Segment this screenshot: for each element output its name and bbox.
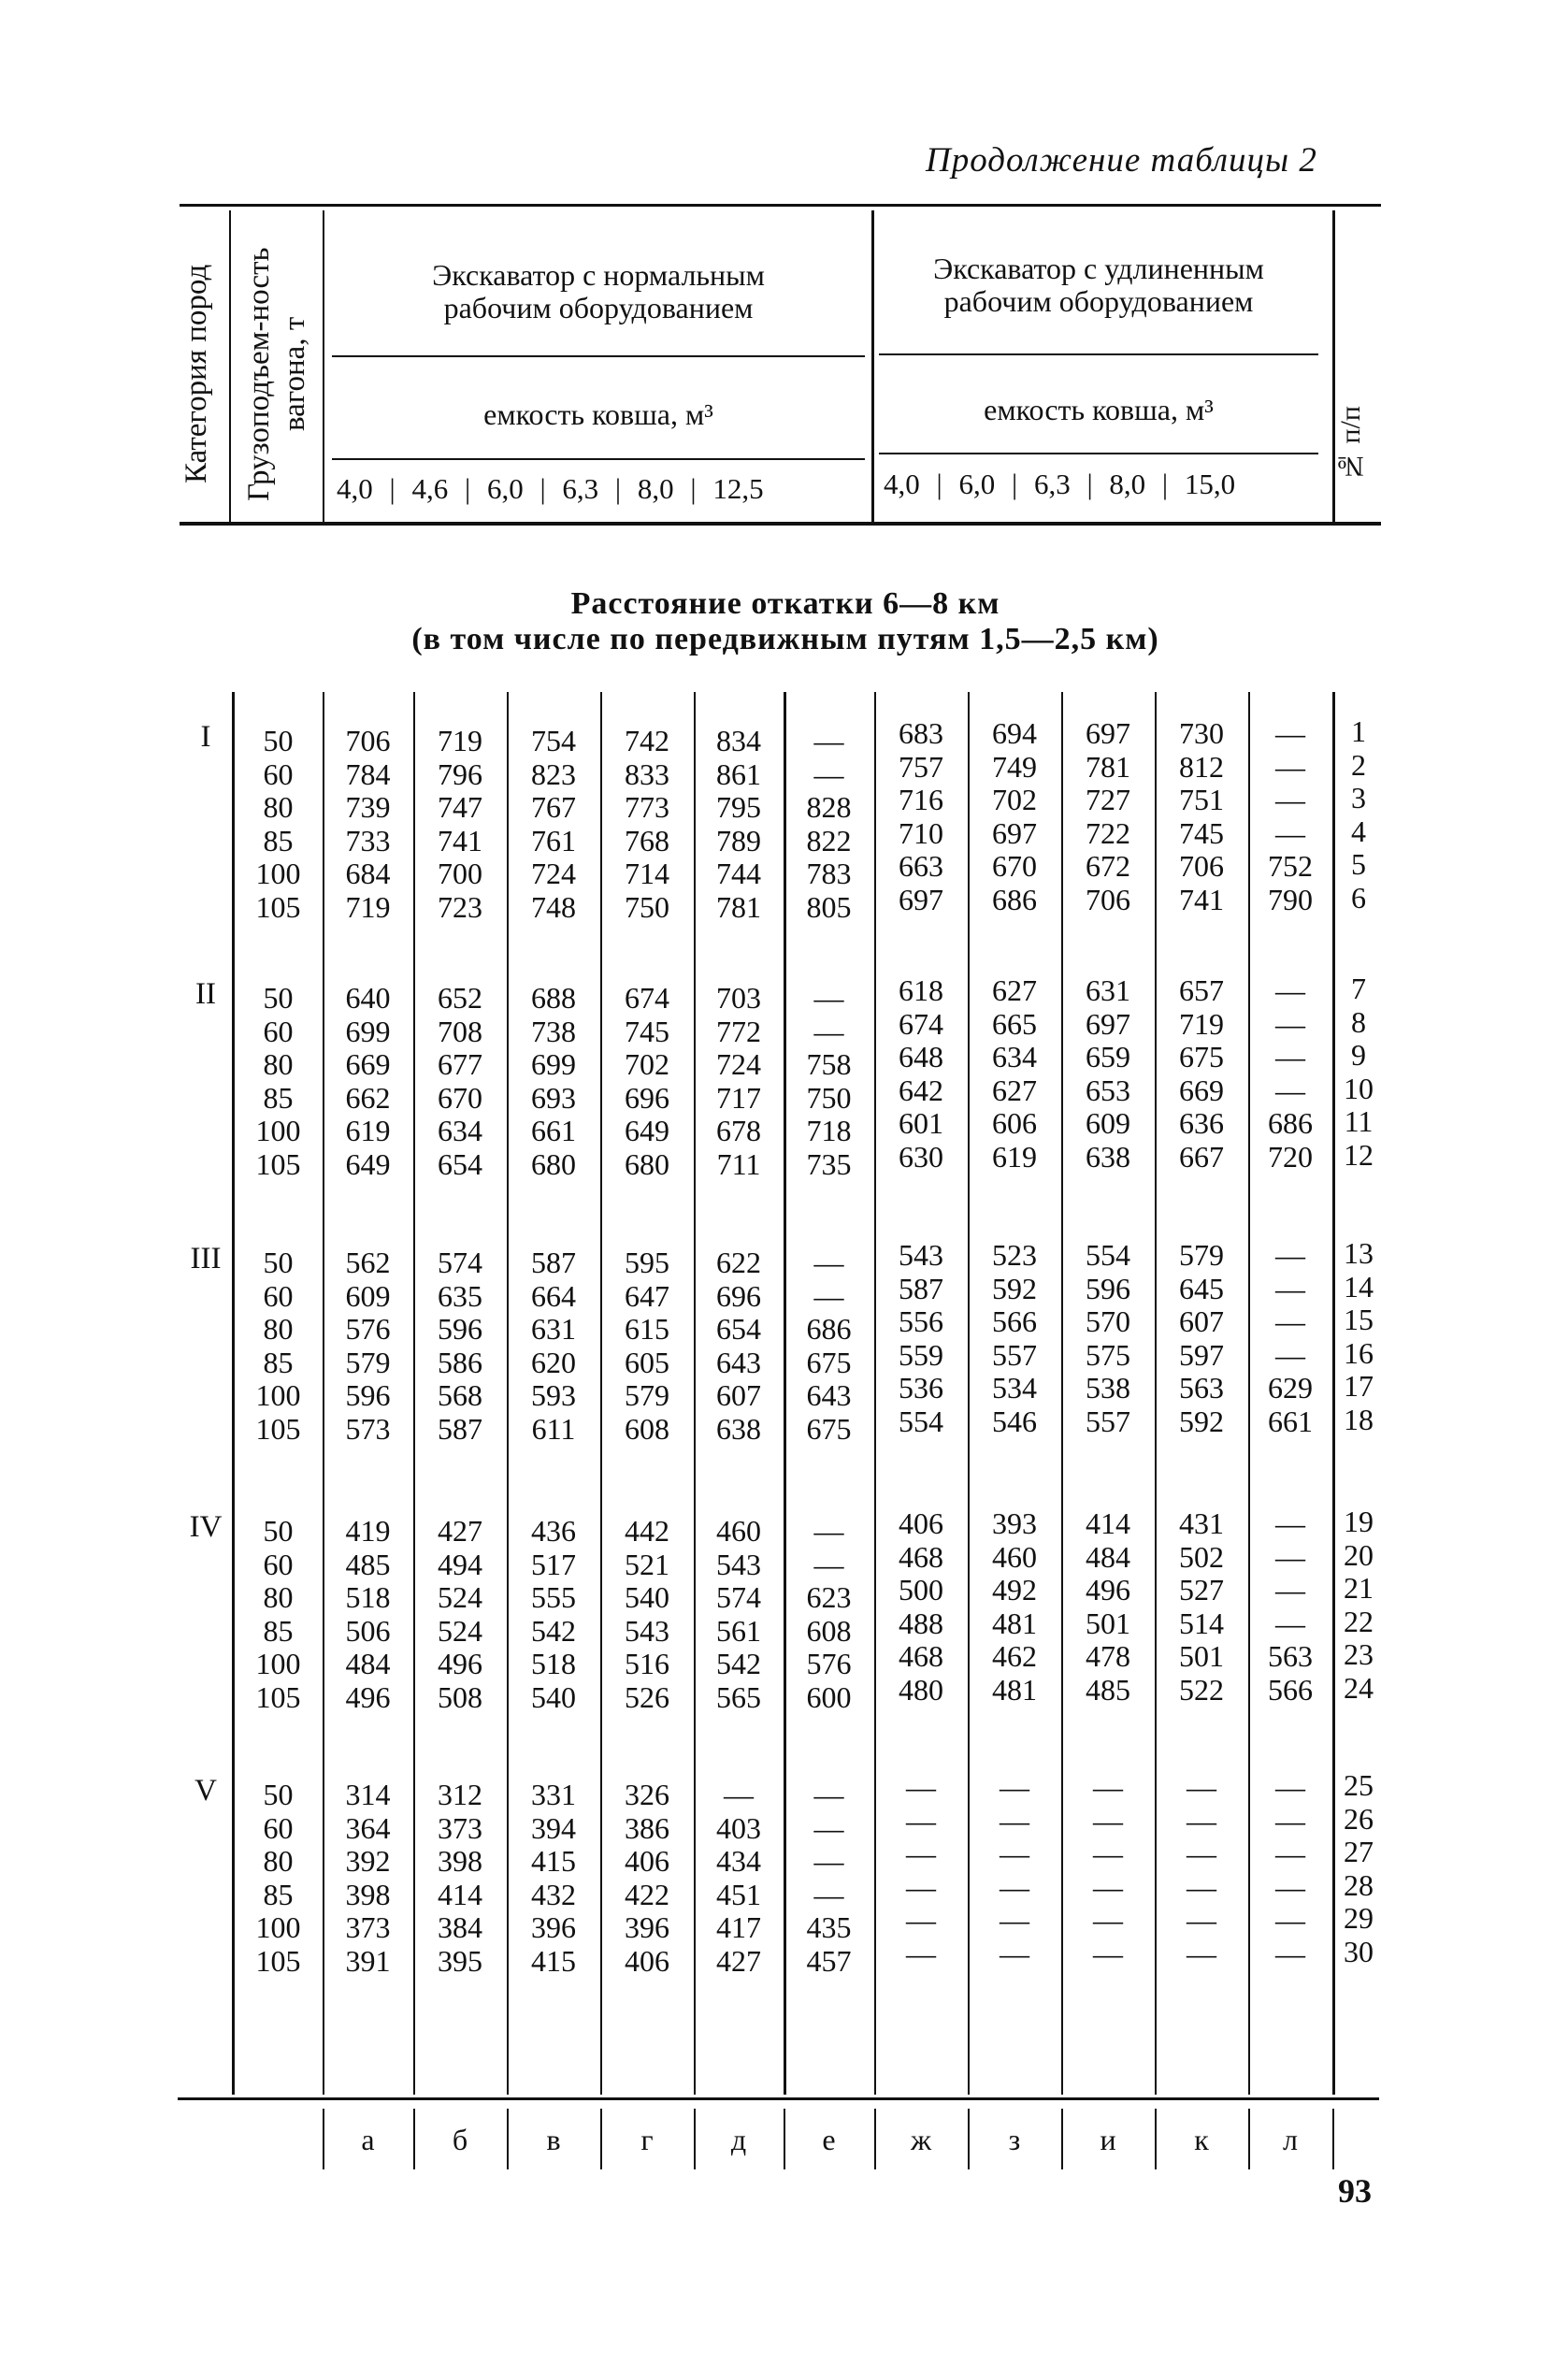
row-number-column: 13 14 15 16 17 18 (1344, 1236, 1374, 1436)
value-column-k: 657 719 675 669 636 667 (1179, 973, 1224, 1174)
value-column-e: — — 758 750 718 735 (806, 981, 852, 1181)
cap-ext-4: 8,0 (1109, 468, 1146, 500)
wagon-capacity-column: 50 60 80 85 100 105 (255, 1514, 301, 1714)
row-number-column: 19 20 21 22 23 24 (1344, 1505, 1374, 1705)
page-number: 93 (1338, 2172, 1372, 2210)
value-column-k: — — — — — — (1187, 1770, 1216, 1970)
extended-capacities-row: 4,0 | 6,0 | 6,3 | 8,0 | 15,0 (884, 468, 1236, 500)
column-letter: д (730, 2123, 747, 2156)
value-column-e: — — 623 608 576 600 (806, 1514, 852, 1714)
value-column-v: 436 517 555 542 518 540 (531, 1514, 576, 1714)
value-column-l: — — — — — — (1275, 1770, 1305, 1970)
footer-column-rule (323, 2109, 324, 2169)
header-ext-caprule (879, 453, 1318, 454)
value-column-v: 587 664 631 620 593 611 (531, 1246, 576, 1446)
footer-column-rule (1155, 2109, 1157, 2169)
header-divider-1 (229, 210, 231, 522)
value-column-e: — — — — 435 457 (806, 1778, 852, 1978)
value-column-l: — — — — 563 566 (1268, 1506, 1313, 1707)
cap-normal-5: 8,0 (637, 472, 674, 505)
column-letter: к (1194, 2123, 1209, 2156)
value-column-z: — — — — — — (1000, 1770, 1029, 1970)
value-column-z: 523 592 566 557 534 546 (992, 1238, 1037, 1438)
value-column-k: 579 645 607 597 563 592 (1179, 1238, 1224, 1438)
footer-column-rule (874, 2109, 876, 2169)
value-column-e: — — 828 822 783 805 (806, 724, 852, 924)
value-column-l: — — — — 686 720 (1268, 973, 1313, 1174)
value-column-i: — — — — — — (1093, 1770, 1123, 1970)
normal-bucket-label: емкость ковша, м³ (483, 397, 713, 431)
wagon-capacity-column: 50 60 80 85 100 105 (255, 1778, 301, 1978)
cap-ext-2: 6,0 (958, 468, 996, 500)
value-column-v: 754 823 767 761 724 748 (531, 724, 576, 924)
value-column-g: 742 833 773 768 714 750 (625, 724, 669, 924)
header-number-label: № п/п (1335, 406, 1366, 483)
value-column-a: 419 485 518 506 484 496 (345, 1514, 391, 1714)
cap-normal-2: 4,6 (411, 472, 449, 505)
header-divider-2 (323, 210, 324, 522)
value-column-l: — — — — 752 790 (1268, 716, 1313, 916)
value-column-a: 562 609 576 579 596 573 (345, 1246, 391, 1446)
row-number-column: 7 8 9 10 11 12 (1344, 972, 1374, 1172)
value-column-i: 414 484 496 501 478 485 (1086, 1506, 1130, 1707)
category-label: V (194, 1774, 217, 1808)
extended-excavator-title-1: Экскаватор с удлиненным (933, 252, 1264, 285)
value-column-i: 631 697 659 653 609 638 (1086, 973, 1130, 1174)
footer-column-rule (968, 2109, 970, 2169)
normal-excavator-title-2: рабочим оборудованием (443, 291, 754, 324)
cap-ext-1: 4,0 (884, 468, 920, 500)
row-number-column: 1 2 3 4 5 6 (1351, 714, 1366, 915)
value-column-d: — 403 434 451 417 427 (716, 1778, 761, 1978)
value-column-g: 674 745 702 696 649 680 (625, 981, 669, 1181)
cap-normal-1: 4,0 (337, 472, 373, 505)
footer-column-rule (1061, 2109, 1063, 2169)
footer-column-rule (600, 2109, 602, 2169)
footer-column-rule (413, 2109, 415, 2169)
category-label: IV (189, 1510, 223, 1544)
footer-rule (178, 2097, 1379, 2100)
cap-ext-3: 6,3 (1033, 468, 1071, 500)
table-continuation-caption: Продолжение таблицы 2 (926, 141, 1317, 180)
column-letter: л (1283, 2123, 1298, 2156)
value-column-d: 460 543 574 561 542 565 (716, 1514, 761, 1714)
column-letter: а (361, 2123, 375, 2156)
value-column-d: 703 772 724 717 678 711 (716, 981, 761, 1181)
value-column-b: 719 796 747 741 700 723 (438, 724, 482, 924)
wagon-capacity-column: 50 60 80 85 100 105 (255, 981, 301, 1181)
value-column-b: 574 635 596 586 568 587 (438, 1246, 482, 1446)
footer-column-rule (507, 2109, 509, 2169)
header-top-rule (180, 204, 1381, 207)
extended-excavator-title-2: рабочим оборудованием (943, 284, 1254, 318)
section-title-line1: Расстояние откатки 6—8 км (570, 586, 1000, 621)
column-letter: б (452, 2123, 468, 2156)
value-column-zh: 683 757 716 710 663 697 (899, 716, 943, 916)
column-letter: в (546, 2123, 561, 2156)
value-column-b: 652 708 677 670 634 654 (438, 981, 482, 1181)
column-letter: з (1008, 2123, 1021, 2156)
value-column-d: 622 696 654 643 607 638 (716, 1246, 761, 1446)
value-column-i: 697 781 727 722 672 706 (1086, 716, 1130, 916)
value-column-v: 331 394 415 432 396 415 (531, 1778, 576, 1978)
column-letter: г (640, 2123, 654, 2156)
value-column-z: 694 749 702 697 670 686 (992, 716, 1037, 916)
header-bottom-rule (180, 522, 1381, 526)
footer-column-rule (1332, 2109, 1334, 2169)
header-normal-caprule (332, 458, 865, 460)
header-ext-subrule (879, 353, 1318, 355)
normal-excavator-title-1: Экскаватор с нормальным (432, 258, 765, 292)
value-column-zh: 543 587 556 559 536 554 (899, 1238, 943, 1438)
category-label: II (195, 977, 216, 1011)
value-column-zh: 618 674 648 642 601 630 (899, 973, 943, 1174)
header-category-label: Категория пород (180, 264, 213, 484)
cap-normal-4: 6,3 (562, 472, 599, 505)
value-column-g: 326 386 406 422 396 406 (625, 1778, 669, 1978)
value-column-b: 427 494 524 524 496 508 (438, 1514, 482, 1714)
value-column-a: 706 784 739 733 684 719 (345, 724, 391, 924)
cap-ext-5: 15,0 (1184, 468, 1236, 500)
value-column-a: 314 364 392 398 373 391 (345, 1778, 391, 1978)
footer-column-rule (1248, 2109, 1250, 2169)
category-label: I (200, 720, 211, 754)
value-column-b: 312 373 398 414 384 395 (438, 1778, 482, 1978)
header-normal-subrule (332, 355, 865, 357)
footer-column-rule (784, 2109, 785, 2169)
value-column-z: 393 460 492 481 462 481 (992, 1506, 1037, 1707)
value-column-e: — — 686 675 643 675 (806, 1246, 852, 1446)
cap-normal-3: 6,0 (486, 472, 524, 505)
value-column-zh: — — — — — — (906, 1770, 936, 1970)
header-capacity-label: Грузоподъем-ность вагона, т (242, 247, 311, 501)
section-title-line2: (в том числе по передвижным путям 1,5—2,5 км) (411, 622, 1159, 656)
value-column-d: 834 861 795 789 744 781 (716, 724, 761, 924)
value-column-i: 554 596 570 575 538 557 (1086, 1238, 1130, 1438)
value-column-v: 688 738 699 693 661 680 (531, 981, 576, 1181)
wagon-capacity-column: 50 60 80 85 100 105 (255, 1246, 301, 1446)
wagon-capacity-column: 50 60 80 85 100 105 (255, 724, 301, 924)
header-divider-3 (871, 210, 874, 522)
value-column-l: — — — — 629 661 (1268, 1238, 1313, 1438)
value-column-k: 431 502 527 514 501 522 (1179, 1506, 1224, 1707)
value-column-z: 627 665 634 627 606 619 (992, 973, 1037, 1174)
value-column-g: 595 647 615 605 579 608 (625, 1246, 669, 1446)
value-column-k: 730 812 751 745 706 741 (1179, 716, 1224, 916)
column-letter: и (1100, 2123, 1116, 2156)
column-letter: ж (910, 2123, 932, 2156)
footer-column-rule (694, 2109, 696, 2169)
normal-capacities-row: 4,0 | 4,6 | 6,0 | 6,3 | 8,0 | 12,5 (337, 472, 764, 505)
extended-bucket-label: емкость ковша, м³ (984, 393, 1214, 426)
column-letter: е (822, 2123, 836, 2156)
value-column-g: 442 521 540 543 516 526 (625, 1514, 669, 1714)
row-number-column: 25 26 27 28 29 30 (1344, 1768, 1374, 1968)
category-label: III (190, 1242, 222, 1275)
value-column-zh: 406 468 500 488 468 480 (899, 1506, 943, 1707)
value-column-a: 640 699 669 662 619 649 (345, 981, 391, 1181)
cap-normal-6: 12,5 (712, 472, 764, 505)
